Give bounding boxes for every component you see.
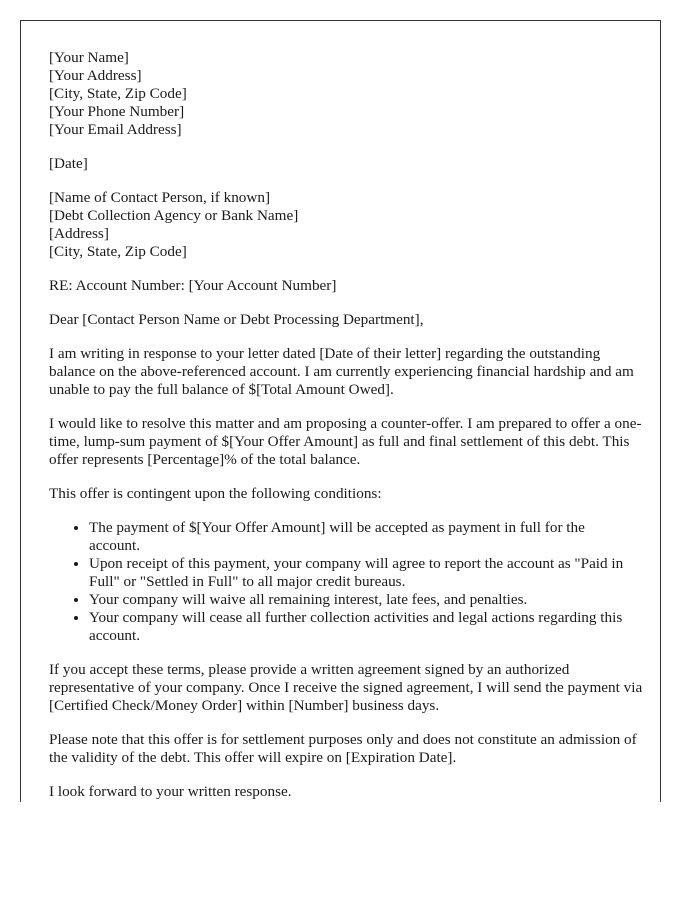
letter-page [20,20,661,802]
sender-block [49,49,649,139]
sender-phone: [Your Phone Number] [49,103,185,120]
sender-name: [Your Name] [49,49,129,66]
condition-item: • Upon receipt of this payment, your company will agree to report the account as "Paid in Full" or "Settled in Full" to all major credit bureaus. [89,555,649,591]
intro-paragraph: I am writing in response to your letter dated [Date of their letter] regarding the outstanding balance on the above-referenced account. I am currently experiencing financial hardship and am unable to pay the full balance of $[Total Amount Owed]. [49,345,634,398]
condition-item: • Your company will waive all remaining interest, late fees, and penalties. [89,591,649,609]
letter-body [49,49,649,802]
condition-item: • The payment of $[Your Offer Amount] will be accepted as payment in full for the account. [89,519,649,555]
closing-paragraph: I look forward to your written response. [49,783,292,800]
recipient-address: [Address] [49,225,109,242]
recipient-agency: [Debt Collection Agency or Bank Name] [49,207,299,224]
letter-date: [Date] [49,155,88,172]
conditions-list [49,519,649,645]
sender-email: [Your Email Address] [49,121,182,138]
condition-item: • Your company will cease all further collection activities and legal actions regarding this account. [89,609,649,645]
recipient-city-state-zip: [City, State, Zip Code] [49,243,187,260]
acceptance-paragraph: If you accept these terms, please provide a written agreement signed by an authorized representative of your company. Once I receive the signed agreement, I will send the payment via [Certified Check/Money Order] within [Number] business days. [49,661,643,714]
disclaimer-paragraph: Please note that this offer is for settlement purposes only and does not constitute an admission of the validity of the debt. This offer will expire on [Expiration Date]. [49,731,637,766]
sender-city-state-zip: [City, State, Zip Code] [49,85,187,102]
date-block [49,155,649,173]
sender-address: [Your Address] [49,67,142,84]
offer-paragraph: I would like to resolve this matter and am proposing a counter-offer. I am prepared to offer a one-time, lump-sum payment of $[Your Offer Amount] as full and final settlement of this debt. This offer represents [Percentage]% of the total balance. [49,415,642,468]
recipient-contact: [Name of Contact Person, if known] [49,189,271,206]
conditions-intro: This offer is contingent upon the following conditions: [49,485,382,502]
recipient-block [49,189,649,261]
re-line: RE: Account Number: [Your Account Number] [49,277,337,294]
salutation: Dear [Contact Person Name or Debt Processing Department], [49,311,424,328]
